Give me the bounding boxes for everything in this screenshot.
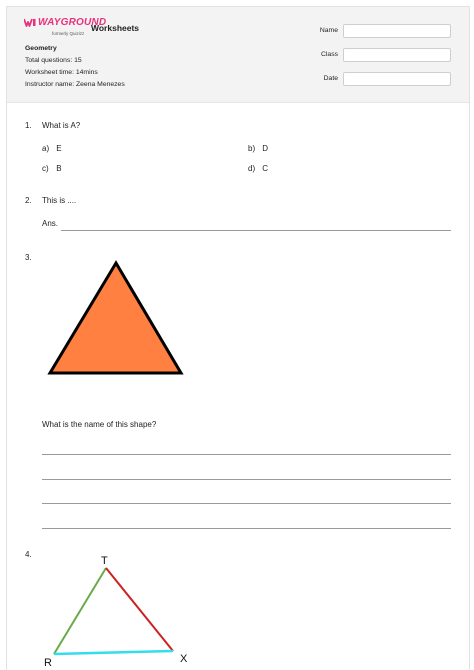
vertex-label-x: X: [180, 653, 188, 665]
question-1-option-d[interactable]: [248, 164, 268, 173]
option-letter: a): [42, 144, 50, 153]
answer-line-2[interactable]: [42, 479, 451, 480]
question-3-number: 3.: [25, 253, 32, 262]
answer-line-1[interactable]: [42, 454, 451, 455]
answer-line-4[interactable]: [42, 528, 451, 529]
triangle-trx-figure: [37, 551, 197, 670]
worksheet-time: Worksheet time: 14mins: [25, 69, 98, 76]
question-2-text: This is ....: [42, 196, 77, 205]
option-letter: c): [42, 164, 49, 173]
vertex-label-r: R: [44, 657, 52, 669]
class-field[interactable]: [343, 48, 451, 62]
logo-subtitle: formerly Quizizz: [52, 31, 85, 36]
worksheet-page: [6, 6, 470, 670]
option-text: D: [262, 144, 269, 153]
wayground-logo-icon: [24, 18, 36, 27]
edge-tr: [54, 568, 106, 654]
question-1-option-c[interactable]: [42, 164, 62, 173]
vertex-label-t: T: [101, 555, 108, 567]
option-text: B: [56, 164, 62, 173]
orange-triangle-figure: [47, 259, 183, 377]
logo-text: WAYGROUND: [38, 17, 107, 28]
option-letter: b): [248, 144, 256, 153]
answer-label: Ans.: [42, 219, 59, 228]
class-label: Class: [321, 51, 338, 58]
option-text: C: [262, 164, 269, 173]
question-1-number: 1.: [25, 121, 32, 130]
answer-line[interactable]: [61, 230, 451, 231]
date-field[interactable]: [343, 72, 451, 86]
name-label: Name: [319, 27, 338, 34]
question-1-option-a[interactable]: [42, 144, 62, 153]
edge-tx: [106, 568, 173, 651]
name-field[interactable]: [343, 24, 451, 38]
edge-rx: [54, 651, 173, 654]
date-label: Date: [323, 75, 338, 82]
subject-title: Geometry: [25, 45, 57, 52]
question-2-number: 2.: [25, 196, 32, 205]
worksheet-header: [7, 7, 469, 103]
triangle-shape: [50, 263, 181, 373]
option-letter: d): [248, 164, 256, 173]
question-1-option-b[interactable]: [248, 144, 268, 153]
total-questions: Total questions: 15: [25, 57, 82, 64]
question-1-text: What is A?: [42, 121, 81, 130]
instructor-name: Instructor name: Zeena Menezes: [25, 81, 125, 88]
worksheet-title: Worksheets: [91, 23, 140, 33]
option-text: E: [56, 144, 62, 153]
answer-line-3[interactable]: [42, 503, 451, 504]
question-3-text: What is the name of this shape?: [42, 420, 157, 429]
question-4-number: 4.: [25, 550, 32, 559]
